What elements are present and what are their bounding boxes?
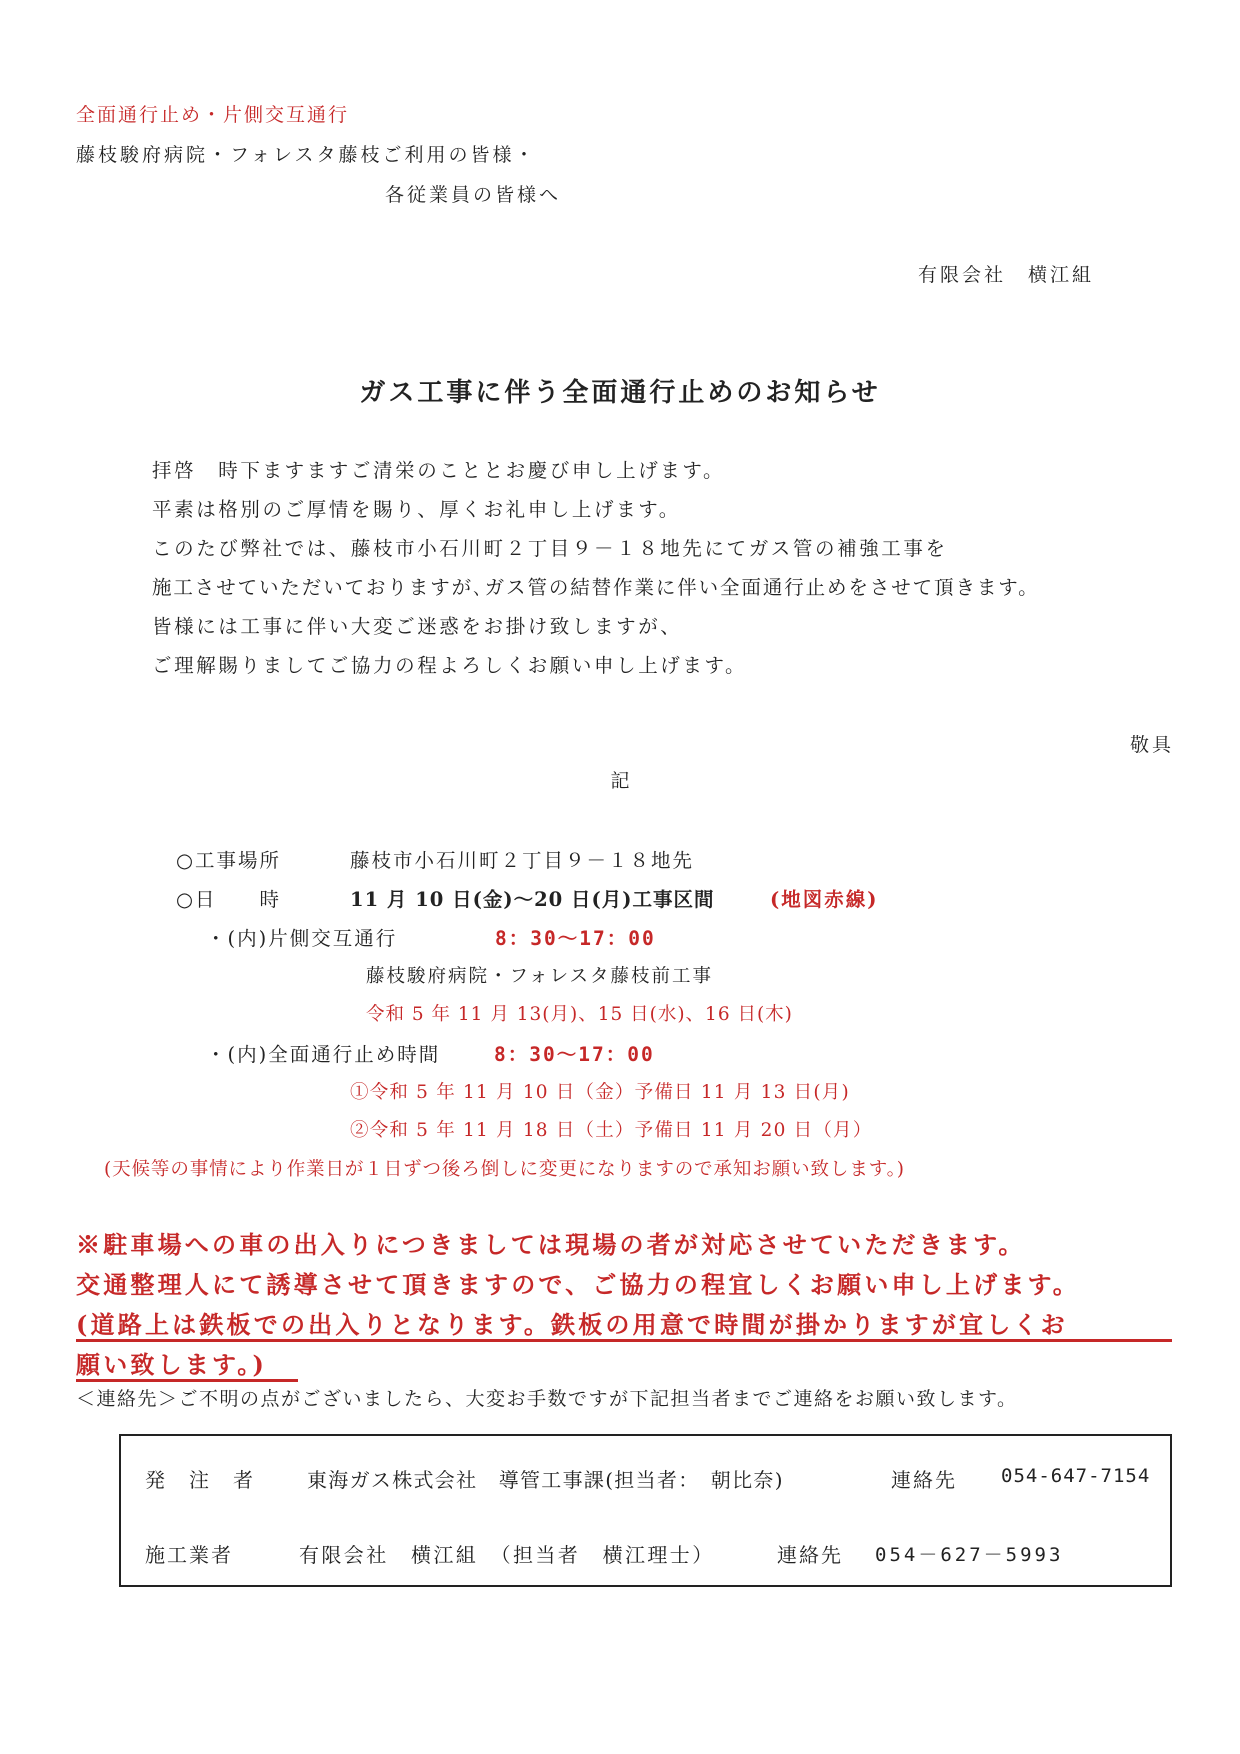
closure-date-1: ①令和 5 年 11 月 10 日（金）予備日 11 月 13 日(月) bbox=[350, 1082, 850, 1103]
location-label: ○工事場所 bbox=[176, 849, 282, 872]
contact-intro: ＜連絡先＞ご不明の点がございましたら、大変お手数ですが下記担当者までご連絡をお願い致します。 bbox=[76, 1388, 1018, 1410]
sender-company: 有限会社 横江組 bbox=[918, 264, 1095, 286]
weather-note: (天候等の事情により作業日が１日ずつ後ろ倒しに変更になりますので承知お願い致します。) bbox=[104, 1159, 905, 1180]
date-label: ○日 時 bbox=[176, 888, 282, 911]
location-value: 藤枝市小石川町２丁目９－１８地先 bbox=[350, 849, 695, 872]
ki-heading: 記 bbox=[610, 770, 630, 792]
one-way-dates: 令和 5 年 11 月 13(月)、15 日(水)、16 日(木) bbox=[366, 1004, 793, 1025]
body-paragraph bbox=[152, 451, 1040, 685]
contractor-label: 施工業者 bbox=[145, 1543, 233, 1567]
notice-line-3: (道路上は鉄板での出入りとなります。鉄板の用意で時間が掛かりますが宜しくお bbox=[76, 1310, 1068, 1339]
closing-keigu: 敬具 bbox=[1130, 734, 1175, 756]
recipient-line-1: 藤枝駿府病院・フォレスタ藤枝ご利用の皆様・ bbox=[76, 144, 537, 166]
notice-line-2: 交通整理人にて誘導させて頂きますので、ご協力の程宜しくお願い申し上げます。 bbox=[76, 1270, 1080, 1299]
body-line: このたび弊社では、藤枝市小石川町２丁目９－１８地先にてガス管の補強工事を bbox=[152, 537, 948, 560]
orderer-label: 発 注 者 bbox=[145, 1468, 255, 1492]
orderer-org: 東海ガス株式会社 導管工事課(担当者： 朝比奈) bbox=[307, 1468, 784, 1492]
notice-underline bbox=[76, 1339, 1172, 1342]
body-line: 皆様には工事に伴い大変ご迷惑をお掛け致しますが、 bbox=[152, 615, 683, 638]
date-value: 11 月 10 日(金)～20 日(月)工事区間 bbox=[350, 888, 715, 911]
closure-time: 8：30～17：00 bbox=[494, 1043, 655, 1066]
body-line: 平素は格別のご厚情を賜り、厚くお礼申し上げます。 bbox=[152, 498, 681, 521]
document-title: ガス工事に伴う全面通行止めのお知らせ bbox=[359, 378, 881, 408]
notice-line-4: 願い致します。) bbox=[76, 1350, 268, 1379]
notice-line-1: ※駐車場への車の出入りにつきましては現場の者が対応させていただきます。 bbox=[76, 1230, 1026, 1259]
one-way-time: 8：30～17：00 bbox=[495, 927, 656, 950]
contractor-phone: 054－627－5993 bbox=[875, 1544, 1064, 1566]
one-way-label: ・(内)片側交互通行 bbox=[206, 927, 398, 950]
notice-underline bbox=[76, 1379, 298, 1382]
closure-label: ・(内)全面通行止め時間 bbox=[206, 1043, 441, 1066]
contractor-org: 有限会社 横江組 （担当者 横江理士） bbox=[299, 1543, 715, 1567]
contact-box bbox=[119, 1434, 1172, 1587]
orderer-phone: 054-647-7154 bbox=[1001, 1465, 1151, 1487]
date-map-note: (地図赤線) bbox=[770, 888, 879, 911]
body-line: 施工させていただいておりますが､ガス管の結替作業に伴い全面通行止めをさせて頂きます。 bbox=[152, 576, 1040, 599]
recipient-line-2: 各従業員の皆様へ bbox=[385, 184, 562, 206]
body-line: ご理解賜りましてご協力の程よろしくお願い申し上げます。 bbox=[152, 654, 748, 677]
body-line: 拝啓 時下ますますご清栄のこととお慶び申し上げます。 bbox=[152, 459, 726, 482]
closure-date-2: ②令和 5 年 11 月 18 日（土）予備日 11 月 20 日（月） bbox=[350, 1120, 873, 1141]
one-way-place: 藤枝駿府病院・フォレスタ藤枝前工事 bbox=[366, 966, 714, 987]
header-tag: 全面通行止め・片側交互通行 bbox=[76, 104, 350, 126]
orderer-contact-label: 連絡先 bbox=[891, 1468, 957, 1492]
contractor-contact-label: 連絡先 bbox=[777, 1543, 843, 1567]
